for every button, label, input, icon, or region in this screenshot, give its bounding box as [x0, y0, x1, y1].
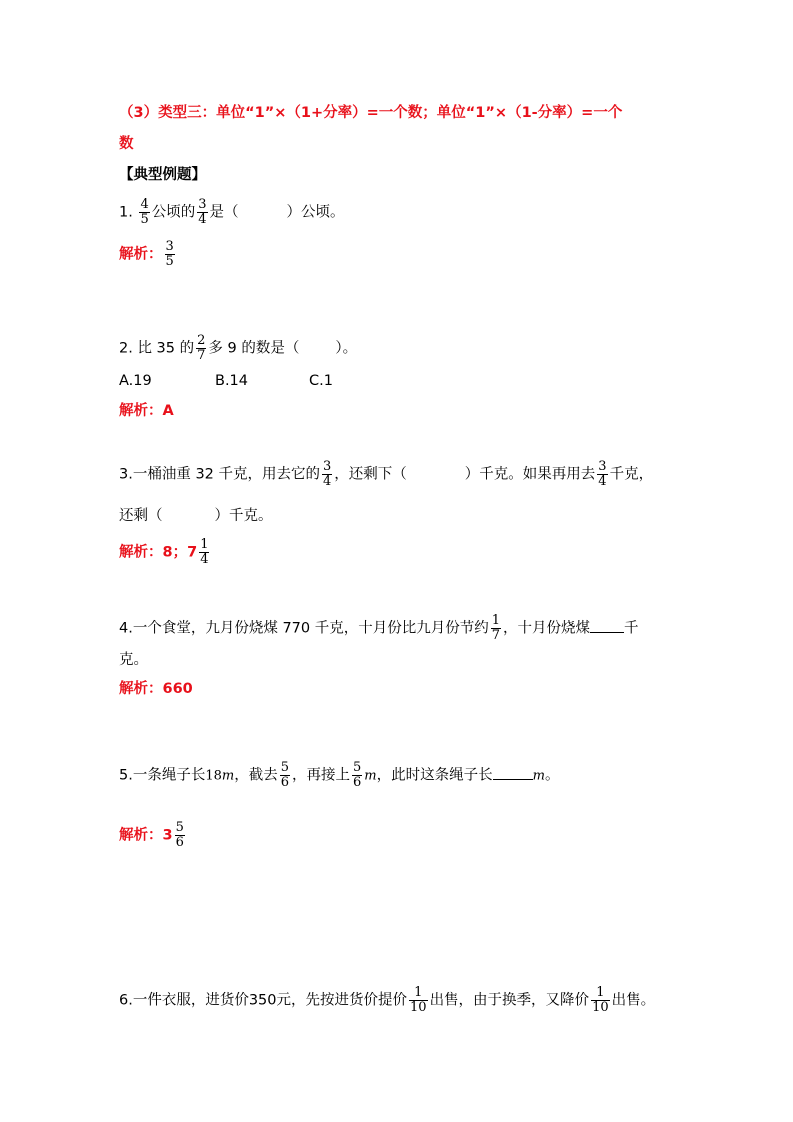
q3-fraction-1: $\frac{3}{4}$ — [323, 459, 332, 489]
q3-answer-text: 8；7 — [162, 544, 198, 561]
q2-option-c: C.1 — [309, 373, 333, 389]
q5-fraction-1: $\frac{5}{6}$ — [280, 760, 289, 790]
q6-text-2: 出售，由于换季，又降价 — [429, 992, 590, 1009]
q4-text-3: 千 — [624, 620, 639, 637]
q5-blank — [493, 765, 533, 780]
section-title: 【典型例题】 — [119, 167, 206, 183]
q2-fraction: $\frac{2}{7}$ — [197, 333, 206, 363]
q5-fraction-2: $\frac{5}{6}$ — [353, 760, 362, 790]
question-1 — [119, 198, 345, 227]
question-4 — [119, 614, 639, 643]
q3-answer-fraction: $\frac{1}{4}$ — [200, 537, 209, 567]
q3-answer — [119, 538, 211, 567]
question-4-line2: 克。 — [119, 652, 148, 668]
answer-label: 解析： — [119, 246, 163, 263]
q5-text-4: ，此时这条绳子长 — [376, 767, 493, 784]
q1-text-2: 是（ — [209, 204, 239, 221]
q5-length: 18 — [205, 768, 222, 784]
q3-text-5: 还剩（ — [119, 508, 163, 524]
answer-label: 解析： — [119, 681, 163, 697]
q3-fraction-2: $\frac{3}{4}$ — [598, 459, 607, 489]
q1-answer-fraction: $\frac{3}{5}$ — [165, 239, 174, 269]
q1-text-3: ）公顷。 — [286, 204, 345, 221]
q5-unit-3: m — [532, 768, 545, 784]
q5-answer-whole: 3 — [162, 827, 173, 844]
type-heading-line1: （3）类型三：单位“1”×（1+分率）=一个数；单位“1”×（1-分率）=一个 — [119, 105, 623, 121]
q5-unit-2: m — [364, 768, 377, 784]
q5-answer-fraction: $\frac{5}{6}$ — [175, 820, 184, 850]
q2-option-a: A.19 — [119, 373, 152, 389]
q2-text-2: 多 9 的数是（ — [208, 340, 300, 357]
q1-fraction-1: $\frac{4}{5}$ — [140, 197, 149, 227]
answer-label: 解析： — [119, 827, 163, 844]
q1-fraction-2: $\frac{3}{4}$ — [198, 197, 207, 227]
q2-text-3: ）。 — [335, 340, 358, 357]
q1-text-1: 公顷的 — [151, 204, 196, 221]
q4-blank — [590, 618, 624, 633]
type-heading-line2: 数 — [119, 136, 134, 152]
q3-text-1: 3.一桶油重 32 千克，用去它的 — [119, 466, 321, 483]
question-3-line2 — [119, 506, 273, 526]
q5-answer — [119, 821, 187, 850]
q5-text-3: ，再接上 — [292, 767, 350, 784]
q2-text-1: 2. 比 35 的 — [119, 340, 195, 357]
question-6 — [119, 986, 655, 1015]
question-2 — [119, 334, 357, 363]
question-5 — [119, 761, 559, 790]
q6-text-3: 出售。 — [611, 992, 656, 1009]
q4-fraction: $\frac{1}{7}$ — [491, 613, 501, 643]
q5-text-5: 。 — [544, 767, 560, 784]
q4-answer-value: 660 — [162, 681, 193, 697]
q2-options — [119, 371, 333, 391]
answer-label: 解析： — [119, 403, 163, 419]
q3-text-3: ）千克。如果再用去 — [464, 466, 596, 483]
q3-text-4: 千克， — [609, 466, 654, 483]
q5-text-2: ，截去 — [234, 767, 278, 784]
question-3 — [119, 460, 653, 489]
q3-text-2: ，还剩下（ — [334, 466, 407, 483]
q6-text-1: 6.一件衣服，进货价350元，先按进货价提价 — [119, 992, 408, 1009]
q6-fraction-1: $\frac{1}{10}$ — [410, 985, 427, 1015]
q3-text-6: ）千克。 — [214, 508, 273, 524]
q2-answer-value: A — [162, 403, 174, 419]
q1-answer — [119, 240, 177, 269]
q4-answer — [119, 679, 193, 699]
q5-unit: m — [221, 768, 235, 784]
q4-text-1: 4.一个食堂，九月份烧煤 770 千克，十月份比九月份节约 — [119, 620, 489, 637]
q1-number: 1. — [119, 204, 133, 221]
q4-text-2: ，十月份烧煤 — [503, 620, 591, 637]
q2-option-b: B.14 — [215, 373, 249, 389]
answer-label: 解析： — [119, 544, 163, 561]
q5-text-1: 5.一条绳子长 — [119, 767, 206, 784]
q2-answer — [119, 401, 174, 421]
q6-fraction-2: $\frac{1}{10}$ — [592, 985, 609, 1015]
